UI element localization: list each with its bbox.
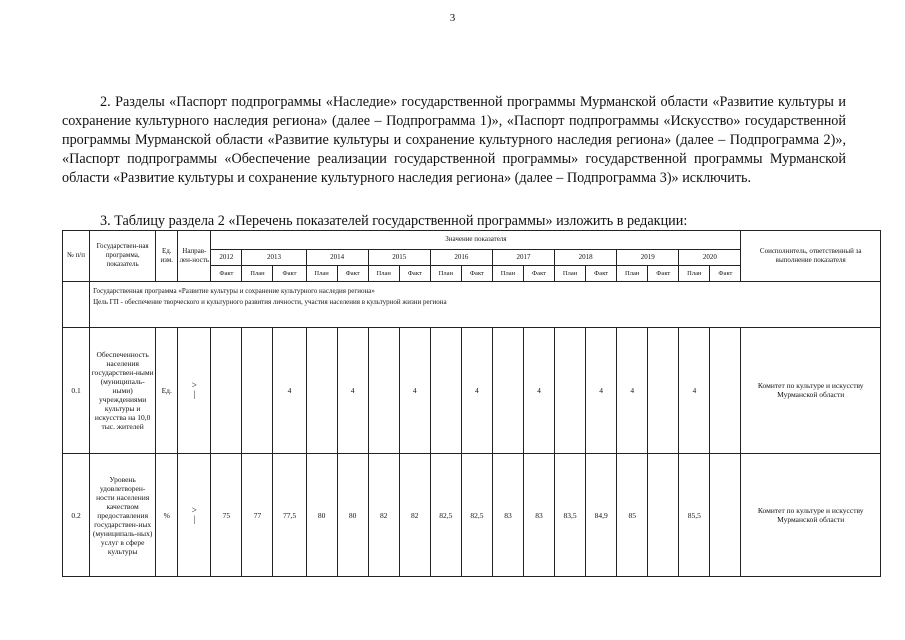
row-num: 0.1 [63,327,90,454]
subheader-cell: План [492,266,523,282]
value-cell [368,327,399,454]
value-cell: 75 [211,454,242,577]
year-header: 2016 [430,249,492,266]
year-header: 2012 [211,249,242,266]
row-executor: Комитет по культуре и искусству Мурманской области [741,454,881,577]
year-header: 2014 [306,249,368,266]
row-unit: Ед. [156,327,178,454]
subheader-cell: План [617,266,648,282]
indicators-table [62,230,881,577]
subheader-cell: Факт [710,266,741,282]
subheader-cell: Факт [586,266,617,282]
value-cell: 80 [337,454,368,577]
value-cell: 85,5 [679,454,710,577]
subheader-cell: Факт [523,266,554,282]
subheader-cell: Факт [273,266,306,282]
subheader-cell: Факт [211,266,242,282]
value-cell: 4 [586,327,617,454]
value-cell: 77,5 [273,454,306,577]
year-header: 2013 [242,249,306,266]
direction-symbol: > [191,380,197,391]
header-indicator: Государствен-ная программа, показатель [90,231,156,282]
value-cell [492,327,523,454]
direction-bar: | [193,514,196,525]
row-direction [178,454,211,577]
value-cell: 82,5 [461,454,492,577]
value-cell: 77 [242,454,273,577]
header-direction: Направ-лен-ность [178,231,211,282]
program-row [63,281,881,327]
paragraph-3: 3. Таблицу раздела 2 «Перечень показателей государственной программы» изложить в редакции: [100,213,688,229]
value-cell: 83 [523,454,554,577]
value-cell [648,454,679,577]
row-executor: Комитет по культуре и искусству Мурманской области [741,327,881,454]
value-cell [710,327,741,454]
header-values-group: Значение показателя [211,231,741,250]
program-goal: Цель ГП - обеспечение творческого и культурного развития личности, участия населения в культурной жизни региона [93,297,447,306]
value-cell [710,454,741,577]
program-num-cell [63,281,90,327]
table-row [63,327,881,454]
year-header: 2017 [492,249,554,266]
direction-symbol: > [191,505,197,516]
value-cell: 4 [679,327,710,454]
value-cell: 82 [368,454,399,577]
paragraph-2: 2. Разделы «Паспорт подпрограммы «Наследие» государственной программы Мурманской области «Развитие культуры и сохранение культурного наследия региона» (далее – Подпрограмма 1)», «Паспорт подпрограммы «Искусство» государственной программы Мурманской области «Развитие культуры и сохранение культурного наследия региона» (далее – Подпрограмма 2)», «Паспорт подпрограммы «Обеспечение реализации государственной программы» государственной программы Мурманской области «Развитие культуры и сохранение культурного наследия региона» (далее – Подпрограмма 3)» исключить. [62,94,846,186]
subheader-cell: План [555,266,586,282]
value-cell: 4 [617,327,648,454]
value-cell: 82,5 [430,454,461,577]
value-cell [306,327,337,454]
value-cell: 4 [461,327,492,454]
value-cell: 83 [492,454,523,577]
value-cell [430,327,461,454]
value-cell [211,327,242,454]
header-executor: Соисполнитель, ответственный за выполнение показателя [741,231,881,282]
header-unit: Ед. изм. [156,231,178,282]
year-header: 2018 [555,249,617,266]
subheader-cell: Факт [399,266,430,282]
page-number: 3 [449,12,456,24]
value-cell [555,327,586,454]
value-cell: 4 [337,327,368,454]
row-indicator: Уровень удовлетворен-ности населения качеством предоставления государствен-ных (муниципаль-ных) услуг в сфере культуры [90,454,156,577]
value-cell: 4 [273,327,306,454]
value-cell [242,327,273,454]
value-cell [648,327,679,454]
value-cell: 83,5 [555,454,586,577]
direction-bar: | [193,389,196,400]
program-title: Государственная программа «Развитие культуры и сохранение культурного наследия региона» [93,286,375,295]
year-header: 2020 [679,249,741,266]
value-cell: 80 [306,454,337,577]
program-cell [90,281,881,327]
year-header: 2019 [617,249,679,266]
table-row [63,454,881,577]
value-cell: 4 [399,327,430,454]
value-cell: 82 [399,454,430,577]
value-cell: 4 [523,327,554,454]
value-cell: 84,9 [586,454,617,577]
header-num: № п/п [63,231,90,282]
subheader-cell: План [368,266,399,282]
subheader-cell: Факт [337,266,368,282]
subheader-cell: План [242,266,273,282]
subheader-cell: План [430,266,461,282]
value-cell: 85 [617,454,648,577]
row-unit: % [156,454,178,577]
year-header: 2015 [368,249,430,266]
row-num: 0.2 [63,454,90,577]
row-direction [178,327,211,454]
subheader-cell: План [306,266,337,282]
subheader-cell: Факт [648,266,679,282]
subheader-cell: План [679,266,710,282]
subheader-cell: Факт [461,266,492,282]
row-indicator: Обеспеченность населения государствен-ными (муниципаль-ными) учреждениями культуры и искусства на 10,0 тыс. жителей [90,327,156,454]
